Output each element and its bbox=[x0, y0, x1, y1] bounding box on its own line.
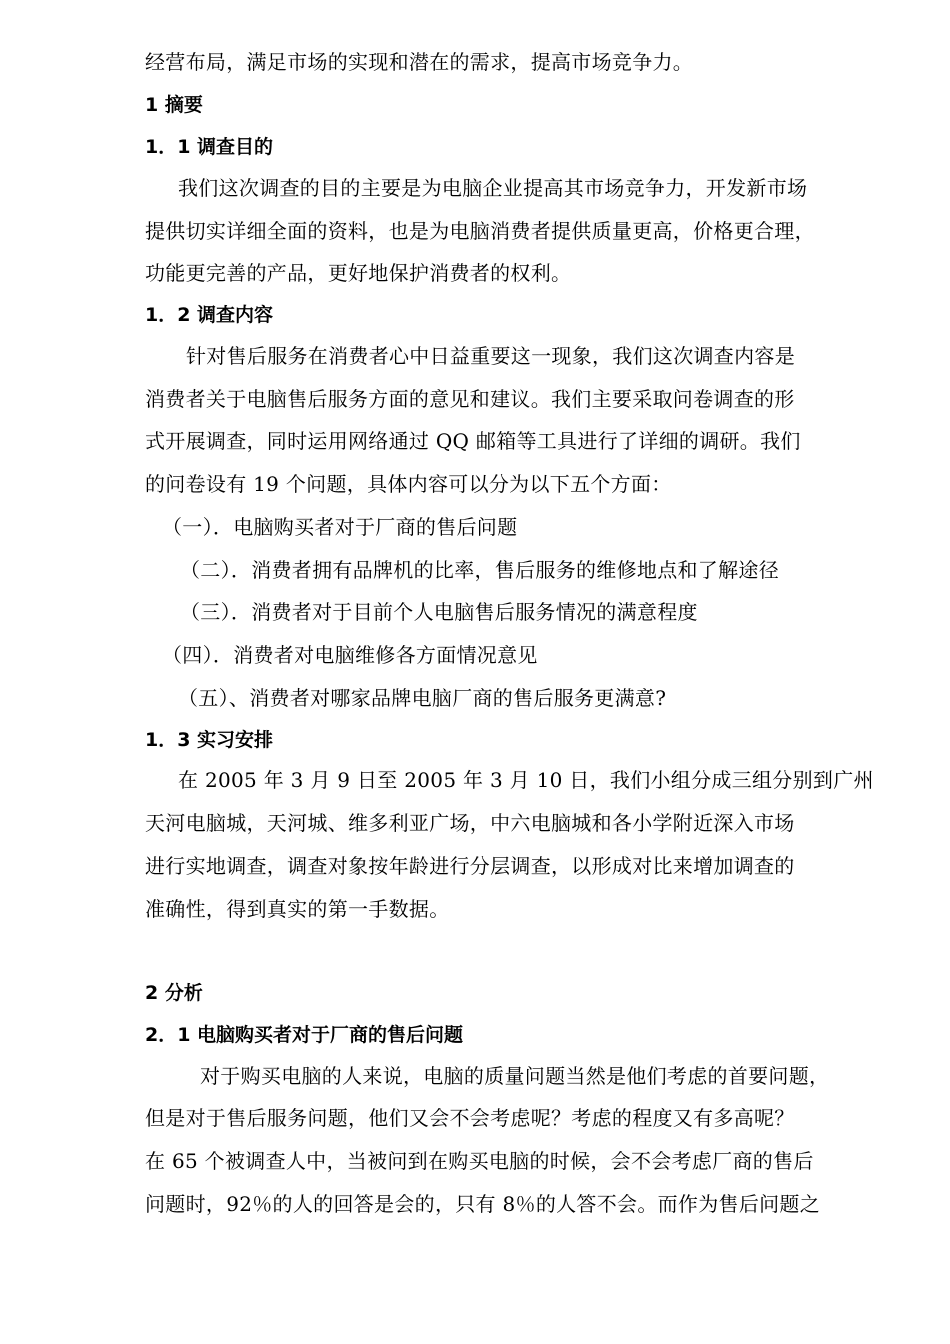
body-line: 式开展调查，同时运用网络通过 QQ 邮箱等工具进行了详细的调研。我们 bbox=[145, 429, 801, 453]
list-item: （三）．消费者对于目前个人电脑售后服务情况的满意程度 bbox=[180, 600, 698, 624]
body-line: 消费者关于电脑售后服务方面的意见和建议。我们主要采取问卷调查的形 bbox=[145, 387, 795, 411]
subsection-heading: 2．1 电脑购买者对于厂商的售后问题 bbox=[145, 1024, 464, 1046]
list-item: （四）．消费者对电脑维修各方面情况意见 bbox=[162, 643, 538, 667]
body-line: 准确性，得到真实的第一手数据。 bbox=[145, 897, 450, 921]
subsection-heading: 1．2 调查内容 bbox=[145, 304, 274, 326]
list-item: （二）．消费者拥有品牌机的比率，售后服务的维修地点和了解途径 bbox=[180, 558, 779, 582]
section-heading: 2 分析 bbox=[145, 982, 203, 1004]
subsection-heading: 1．1 调查目的 bbox=[145, 136, 274, 158]
body-line: 问题时，92％的人的回答是会的，只有 8％的人答不会。而作为售后问题之 bbox=[145, 1192, 821, 1216]
section-heading: 1 摘要 bbox=[145, 94, 203, 116]
body-line: 的问卷设有 19 个问题，具体内容可以分为以下五个方面： bbox=[145, 472, 672, 496]
body-line: 对于购买电脑的人来说，电脑的质量问题当然是他们考虑的首要问题， bbox=[200, 1064, 830, 1088]
body-line: 功能更完善的产品，更好地保护消费者的权利。 bbox=[145, 261, 572, 285]
list-item: （一）．电脑购买者对于厂商的售后问题 bbox=[162, 515, 518, 539]
subsection-heading: 1．3 实习安排 bbox=[145, 729, 274, 751]
body-line: 针对售后服务在消费者心中日益重要这一现象，我们这次调查内容是 bbox=[186, 344, 795, 368]
body-line: 进行实地调查，调查对象按年龄进行分层调查，以形成对比来增加调查的 bbox=[145, 854, 795, 878]
body-line: 在 65 个被调查人中，当被问到在购买电脑的时候，会不会考虑厂商的售后 bbox=[145, 1149, 814, 1173]
body-line: 但是对于售后服务问题，他们又会不会考虑呢？考虑的程度又有多高呢？ bbox=[145, 1106, 795, 1130]
list-item: （五）、消费者对哪家品牌电脑厂商的售后服务更满意? bbox=[178, 686, 667, 710]
body-line: 在 2005 年 3 月 9 日至 2005 年 3 月 10 日，我们小组分成三组分别到广州 bbox=[178, 768, 874, 792]
body-line: 天河电脑城，天河城、维多利亚广场，中六电脑城和各小学附近深入市场 bbox=[145, 811, 795, 835]
body-line: 经营布局，满足市场的实现和潜在的需求，提高市场竞争力。 bbox=[145, 50, 694, 74]
body-line: 提供切实详细全面的资料，也是为电脑消费者提供质量更高，价格更合理， bbox=[145, 219, 815, 243]
body-line: 我们这次调查的目的主要是为电脑企业提高其市场竞争力，开发新市场 bbox=[178, 176, 808, 200]
